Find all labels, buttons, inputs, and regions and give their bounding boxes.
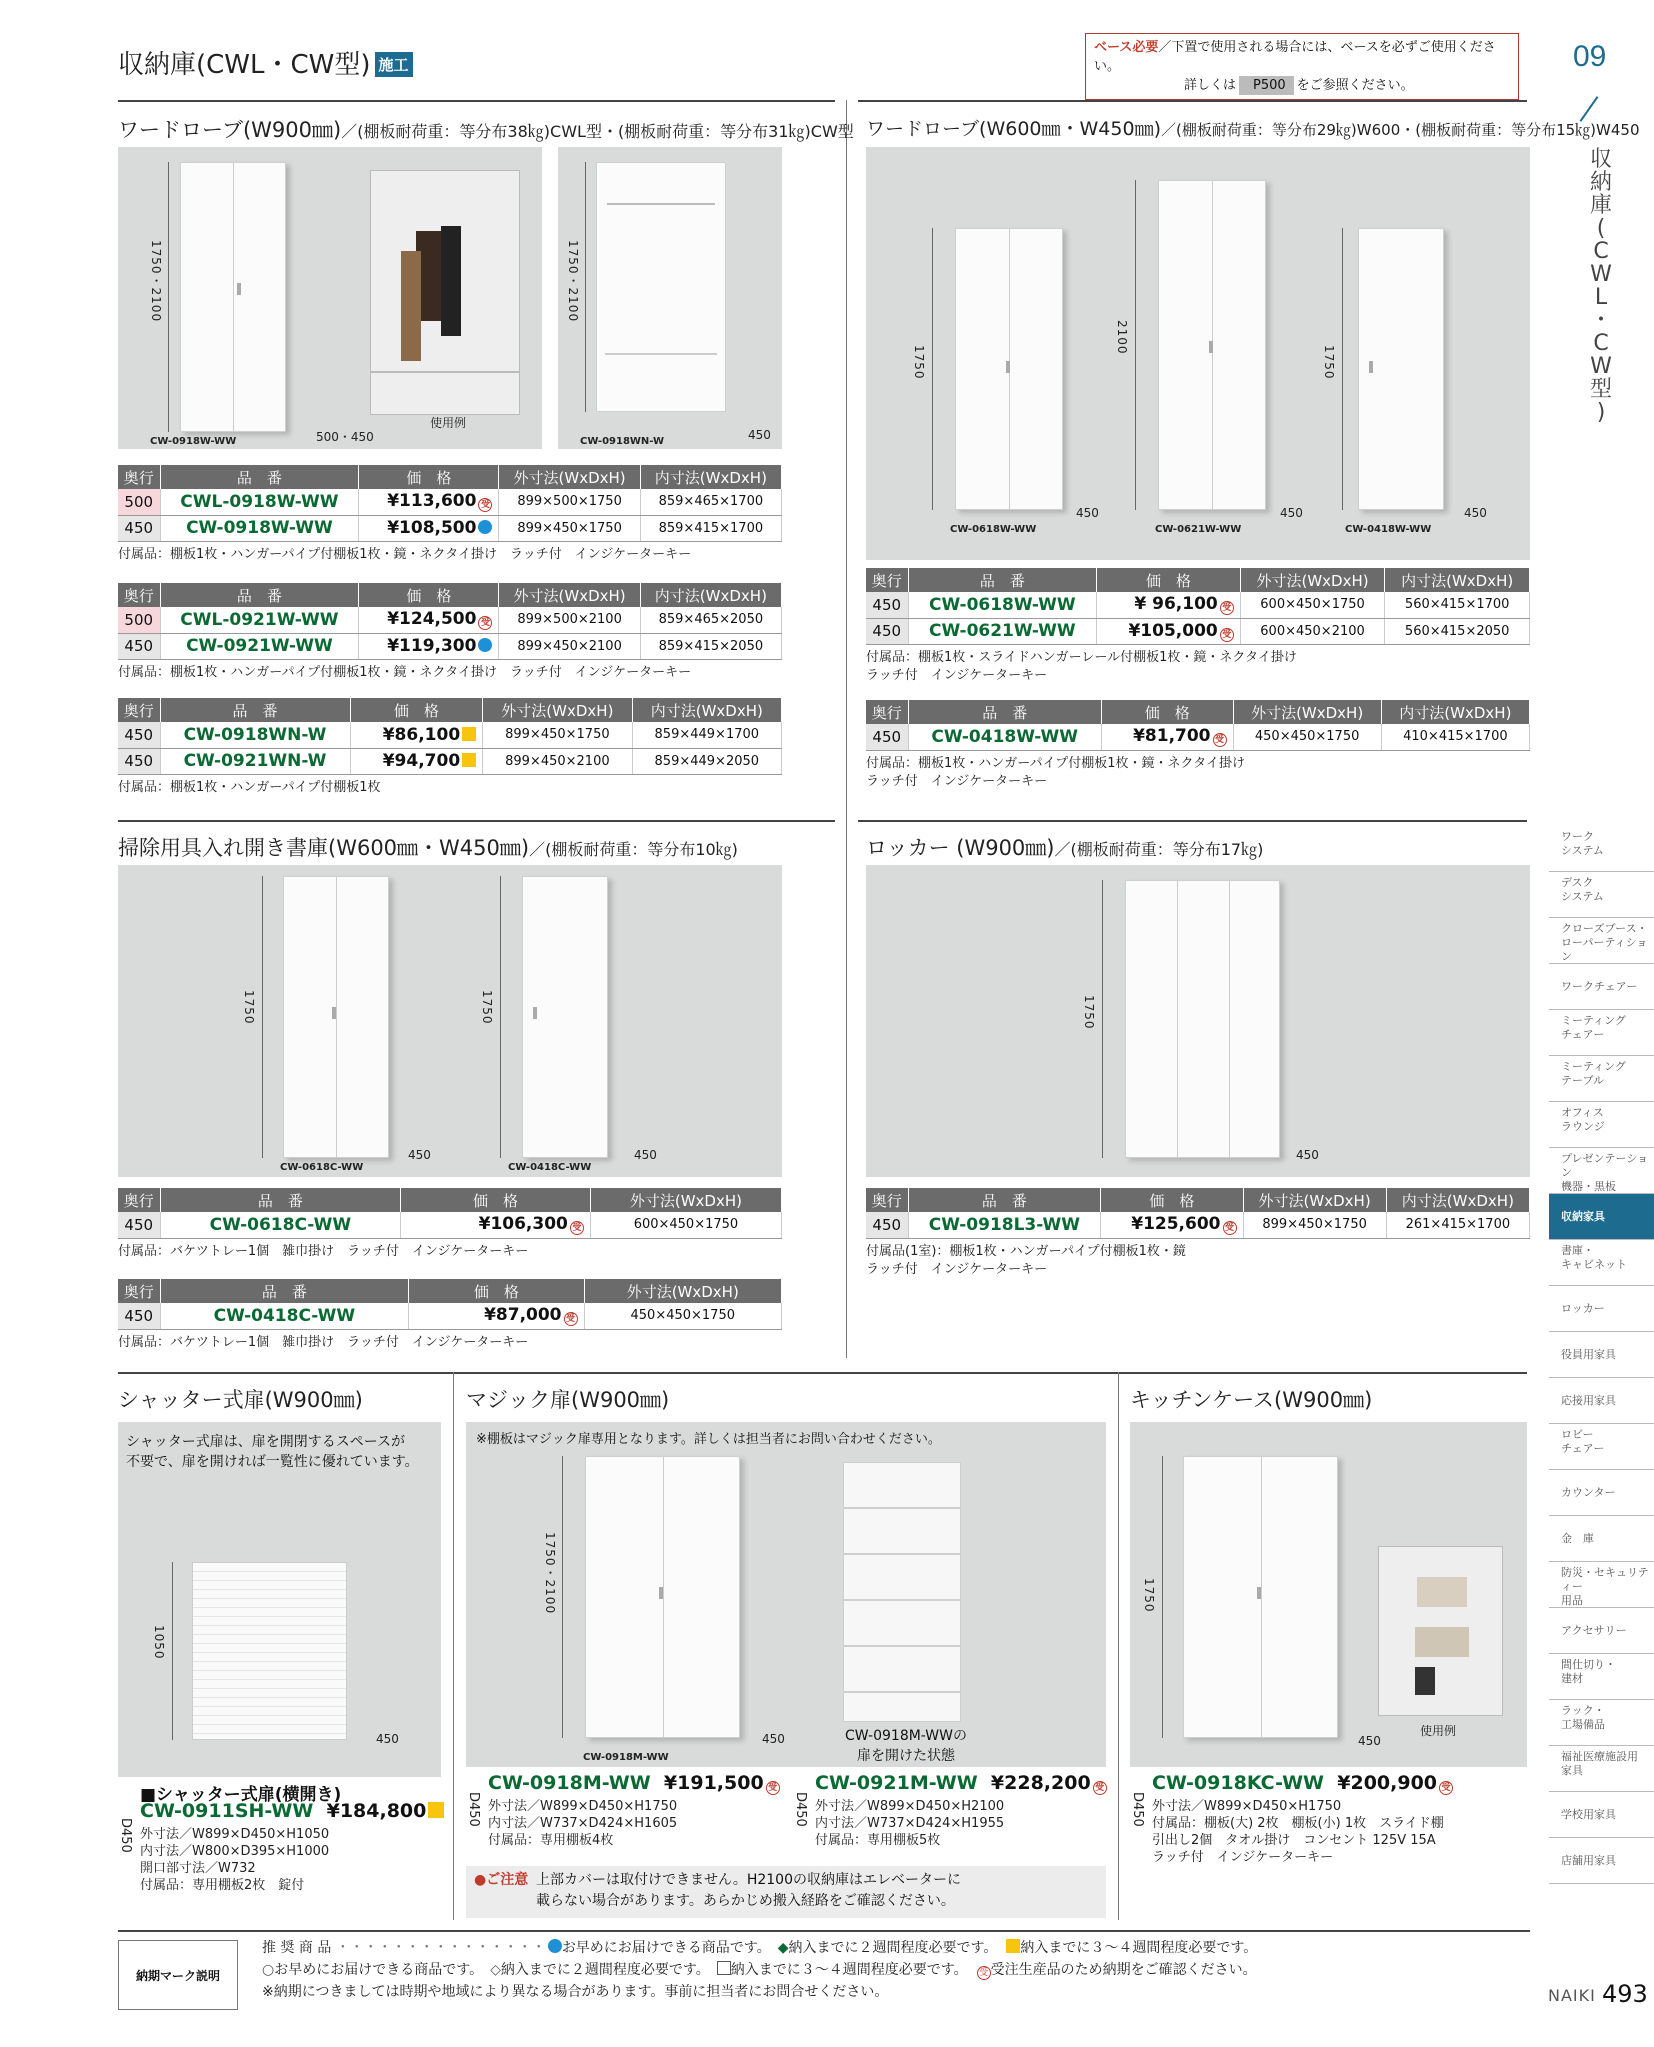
col-depth: 奥行 — [866, 568, 908, 592]
shutter-description: シャッター式扉は、扉を開閉するスペースが 不要で、扉を開ければ一覧性に優れています。 — [126, 1434, 419, 1470]
dimension-depth: 450 — [1464, 506, 1487, 520]
sidebar-item-2[interactable]: クローズブース・ ローパーティション — [1549, 918, 1654, 964]
dimension-depth: 450 — [634, 1148, 657, 1162]
vertical-title-char: W — [1590, 354, 1612, 379]
image-caption: CW-0621W-WW — [1155, 524, 1242, 535]
cabinet-open-no-door-image — [596, 162, 726, 412]
col-price: 価 格 — [350, 698, 483, 722]
sidebar-item-19[interactable]: ラック・ 工場備品 — [1549, 1700, 1654, 1746]
locker-image — [1125, 880, 1280, 1158]
dimension-depth: 450 — [748, 428, 771, 442]
spec-table-3 — [118, 698, 782, 797]
col-int: 内寸法(WxDxH) — [640, 583, 781, 607]
table-row — [866, 592, 1530, 618]
image-caption: CW-0418C-WW — [508, 1162, 592, 1173]
vertical-title-char: 納 — [1589, 170, 1612, 195]
model-cell: CW-0621W-WW — [908, 618, 1097, 644]
sidebar-item-4[interactable]: ミーティング チェアー — [1549, 1010, 1654, 1056]
col-int: 内寸法(WxDxH) — [1386, 1188, 1529, 1212]
divider — [118, 1930, 1530, 1932]
table-row — [118, 1212, 782, 1238]
vertical-title-char: W — [1590, 262, 1612, 287]
sidebar-item-13[interactable]: ロビー チェアー — [1549, 1424, 1654, 1470]
dimension-depth: 450 — [408, 1148, 431, 1162]
depth-cell: 500 — [118, 607, 160, 633]
product-model: CW-0918KC-WW ¥200,900 受 — [1152, 1772, 1453, 1795]
col-model: 品 番 — [160, 1279, 409, 1303]
depth-cell: 450 — [118, 1212, 160, 1238]
brand: NAIKI — [1548, 1986, 1596, 2005]
table-row — [118, 515, 782, 541]
caution-box: ●ご注意 上部カバーは取付けできません。H2100の収納庫はエレベーターに 載らない場合があります。あらかじめ搬入経路をご確認ください。 — [466, 1866, 1106, 1918]
section-title-cleaning-cabinet: 掃除用具入れ開き書庫(W600㎜・W450㎜)／(棚板耐荷重：等分布10㎏) — [118, 836, 738, 860]
model-cell: CW-0418C-WW — [160, 1303, 409, 1329]
accessories: 付属品：棚板1枚・ハンガーパイプ付棚板1枚・鏡・ネクタイ掛け ラッチ付 インジケーターキー — [118, 546, 692, 562]
dimension-height: 1750・2100 — [543, 1532, 557, 1615]
col-depth: 奥行 — [118, 465, 160, 489]
accessories: 付属品(1室)：棚板1枚・ハンガーパイプ付棚板1枚・鏡 ラッチ付 インジケーターキー — [866, 1243, 1186, 1277]
depth-cell: 450 — [866, 592, 908, 618]
vertical-title-char: 収 — [1589, 147, 1612, 172]
sidebar-item-3[interactable]: ワークチェアー — [1549, 964, 1654, 1010]
col-ext: 外寸法(WxDxH) — [499, 465, 640, 489]
col-model: 品 番 — [908, 1188, 1101, 1212]
ext-cell: 600×450×2100 — [1240, 618, 1385, 644]
int-cell: 859×465×1700 — [640, 489, 781, 515]
ext-cell: 899×450×1750 — [499, 515, 640, 541]
price-cell: ¥94,700 — [350, 748, 483, 774]
price-cell: ¥106,300 受 — [401, 1212, 591, 1238]
dimension-height: 1750・2100 — [566, 240, 580, 323]
ext-cell: 450×450×1750 — [584, 1303, 781, 1329]
table-row — [866, 618, 1530, 644]
model-cell: CWL-0918W-WW — [160, 489, 359, 515]
section-title-wardrobe-w900: ワードローブ(W900㎜)／(棚板耐荷重：等分布38㎏)CWL型・(棚板耐荷重：等分布31㎏)CW型 — [118, 118, 854, 142]
model-cell: CW-0918L3-WW — [908, 1212, 1101, 1238]
divider — [858, 100, 1527, 102]
col-int: 内寸法(WxDxH) — [640, 465, 781, 489]
col-depth: 奥行 — [118, 583, 160, 607]
sidebar-item-12[interactable]: 応接用家具 — [1549, 1378, 1654, 1424]
col-depth: 奥行 — [866, 1188, 908, 1212]
model-cell: CW-0918W-WW — [160, 515, 359, 541]
col-price: 価 格 — [359, 583, 499, 607]
col-int: 内寸法(WxDxH) — [1385, 568, 1530, 592]
col-ext: 外寸法(WxDxH) — [483, 698, 632, 722]
blue-mark — [548, 1939, 562, 1953]
base-note: ベース必要／下置で使用される場合には、ベースを必ずご使用ください。 詳しくは P500 をご参照ください。 — [1085, 33, 1519, 100]
col-model: 品 番 — [160, 1188, 401, 1212]
price-cell: ¥113,600 受 — [359, 489, 499, 515]
model-cell: CW-0921W-WW — [160, 633, 359, 659]
accessories: 付属品：棚板1枚・ハンガーパイプ付棚板1枚 — [118, 779, 381, 795]
page-number: 493 — [1602, 1980, 1648, 2008]
col-ext: 外寸法(WxDxH) — [1243, 1188, 1386, 1212]
section-title-kitchen-case: キッチンケース(W900㎜) — [1130, 1388, 1373, 1412]
sidebar-item-14[interactable]: カウンター — [1549, 1470, 1654, 1516]
table-row — [118, 633, 782, 659]
page-ref[interactable]: P500 — [1239, 76, 1294, 95]
accessories: 付属品：棚板1枚・ハンガーパイプ付棚板1枚・鏡・ネクタイ掛け ラッチ付 インジケーターキー — [118, 664, 692, 680]
sidebar-item-10[interactable]: ロッカー — [1549, 1286, 1654, 1332]
cabinet-open-image — [370, 170, 520, 415]
uke-mark: 受 — [478, 616, 492, 630]
spec-table-7 — [118, 1279, 782, 1352]
vertical-title-char: ) — [1596, 400, 1606, 425]
cabinet-image — [522, 876, 608, 1158]
col-model: 品 番 — [160, 583, 359, 607]
product-type: ■シャッター式扉(横開き) — [140, 1785, 342, 1805]
product-spec: 外寸法／W899×D450×H1750 内寸法／W737×D424×H1605 付属品：専用棚板4枚 — [488, 1799, 678, 1848]
vertical-title-char: ( — [1596, 216, 1606, 241]
int-cell: 859×415×1700 — [640, 515, 781, 541]
legend-row-2: ○お早めにお届けできる商品です。 ◇納入までに２週間程度必要です。 納入までに３～４週間程度必要です。 受 受注生産品のため納期をご確認ください。 — [262, 1962, 1257, 1978]
vertical-title-char: C — [1593, 239, 1609, 264]
blue-mark — [478, 638, 492, 652]
product-spec: 外寸法／W899×D450×H1750 付属品：棚板(大) 2枚 棚板(小) 1枚 スライド棚 引出し2個 タオル掛け コンセント 125V 15A ラッチ付 インジケーターキー — [1152, 1799, 1444, 1865]
sidebar-item-1[interactable]: デスク システム — [1549, 872, 1654, 918]
dimension-depth: 450 — [376, 1732, 399, 1746]
depth-label: D450 — [118, 1818, 133, 1853]
dimension-height: 1750 — [1082, 995, 1096, 1030]
col-int: 内寸法(WxDxH) — [632, 698, 781, 722]
int-cell: 410×415×1700 — [1381, 724, 1529, 750]
cabinet-closed-image — [180, 162, 286, 432]
int-cell: 261×415×1700 — [1386, 1212, 1529, 1238]
depth-cell: 450 — [866, 724, 908, 750]
spec-table-4 — [866, 568, 1530, 685]
depth-cell: 450 — [118, 748, 160, 774]
delivery-mark: 受 — [766, 1781, 780, 1795]
dimension-depth: 450 — [1076, 506, 1099, 520]
accessories: 付属品：バケツトレー1個 雑巾掛け ラッチ付 インジケーターキー — [118, 1243, 529, 1259]
dimension-height: 1750 — [1322, 345, 1336, 380]
sidebar-item-21[interactable]: 学校用家具 — [1549, 1792, 1654, 1838]
section-title-magic-door: マジック扉(W900㎜) — [466, 1388, 670, 1412]
image-caption: CW-0618C-WW — [280, 1162, 364, 1173]
int-cell: 560×415×2050 — [1385, 618, 1530, 644]
col-price: 価 格 — [1097, 568, 1241, 592]
delivery-mark — [428, 1802, 444, 1818]
image-caption: CW-0418W-WW — [1345, 524, 1432, 535]
image-caption: CW-0918M-WW — [583, 1752, 669, 1763]
col-price: 価 格 — [1101, 700, 1233, 724]
divider — [118, 100, 835, 102]
col-int: 内寸法(WxDxH) — [1381, 700, 1529, 724]
vertical-title-char: 庫 — [1589, 193, 1612, 218]
ext-cell: 899×500×1750 — [499, 489, 640, 515]
column-divider — [846, 100, 847, 1358]
vertical-title-char: C — [1593, 331, 1609, 356]
price-cell: ¥86,100 — [350, 722, 483, 748]
green-mark: ◆ — [777, 1940, 789, 1956]
vertical-title-char: 型 — [1589, 377, 1612, 402]
col-price: 価 格 — [401, 1188, 591, 1212]
cabinet-image — [1358, 228, 1444, 510]
blue-mark — [478, 520, 492, 534]
col-ext: 外寸法(WxDxH) — [590, 1188, 781, 1212]
column-divider — [453, 1372, 454, 1920]
usage-label: 使用例 — [430, 416, 467, 430]
spec-table-6 — [118, 1188, 782, 1261]
accessories: 付属品：棚板1枚・スライドハンガーレール付棚板1枚・鏡・ネクタイ掛け ラッチ付 インジケーターキー — [866, 649, 1297, 683]
product-model: CW-0918M-WW ¥191,500 受 — [488, 1772, 780, 1795]
int-cell: 560×415×1700 — [1385, 592, 1530, 618]
ext-cell: 899×450×1750 — [1243, 1212, 1386, 1238]
sidebar-item-9[interactable]: 書庫・ キャビネット — [1549, 1240, 1654, 1286]
spec-table-1 — [118, 465, 782, 564]
vertical-title-char: ・ — [1589, 308, 1612, 333]
dimension-height: 1750 — [912, 345, 926, 380]
sidebar-item-6[interactable]: オフィス ラウンジ — [1549, 1102, 1654, 1148]
sidebar-item-8[interactable]: 収納家具 — [1549, 1194, 1654, 1240]
sidebar-item-11[interactable]: 役員用家具 — [1549, 1332, 1654, 1378]
sidebar-item-17[interactable]: アクセサリー — [1549, 1608, 1654, 1654]
col-depth: 奥行 — [118, 1279, 160, 1303]
col-ext: 外寸法(WxDxH) — [1233, 700, 1381, 724]
model-cell: CW-0918WN-W — [160, 722, 350, 748]
sidebar-item-5[interactable]: ミーティング テーブル — [1549, 1056, 1654, 1102]
depth-cell: 450 — [118, 1303, 160, 1329]
uke-mark: 受 — [570, 1221, 584, 1235]
uke-mark: 受 — [1220, 601, 1234, 615]
depth-label: D450 — [793, 1792, 808, 1827]
table-row — [118, 489, 782, 515]
price-cell: ¥124,500 受 — [359, 607, 499, 633]
price-cell: ¥81,700 受 — [1101, 724, 1233, 750]
col-price: 価 格 — [1101, 1188, 1243, 1212]
product-model: CW-0911SH-WW ¥184,800 — [140, 1800, 444, 1822]
ext-cell: 899×500×2100 — [499, 607, 640, 633]
col-depth: 奥行 — [118, 698, 160, 722]
vertical-section-title — [1588, 148, 1614, 424]
model-cell: CW-0618W-WW — [908, 592, 1097, 618]
spec-table-2 — [118, 583, 782, 682]
sidebar-item-22[interactable]: 店舗用家具 — [1549, 1838, 1654, 1884]
usage-label: 使用例 — [1420, 1724, 1457, 1738]
int-cell: 859×415×2050 — [640, 633, 781, 659]
ext-cell: 600×450×1750 — [1240, 592, 1385, 618]
model-cell: CW-0618C-WW — [160, 1212, 401, 1238]
yellow-mark — [462, 753, 476, 767]
table-row — [118, 1303, 782, 1329]
table-row — [866, 1212, 1530, 1238]
dimension-depth: 450 — [762, 1732, 785, 1746]
depth-label: D450 — [466, 1792, 481, 1827]
sidebar-item-0[interactable]: ワーク システム — [1549, 826, 1654, 872]
column-divider — [1118, 1372, 1119, 1920]
ext-cell: 899×450×2100 — [499, 633, 640, 659]
image-caption: CW-0918WN-W — [580, 436, 665, 447]
section-title-locker: ロッカー (W900㎜)／(棚板耐荷重：等分布17㎏) — [866, 836, 1264, 860]
dimension-height: 1750 — [480, 990, 494, 1025]
price-cell: ¥119,300 — [359, 633, 499, 659]
depth-cell: 450 — [118, 515, 160, 541]
uke-mark: 受 — [1213, 733, 1227, 747]
yellow-mark — [462, 727, 476, 741]
chapter-number: 09 — [1573, 40, 1607, 73]
legend-label: 納期マーク説明 — [118, 1940, 238, 2010]
ext-cell: 899×450×2100 — [483, 748, 632, 774]
uke-mark: 受 — [1223, 1221, 1237, 1235]
dimension-height: 1050 — [152, 1625, 166, 1660]
dimension-depth: 500・450 — [316, 430, 374, 444]
col-ext: 外寸法(WxDxH) — [1240, 568, 1385, 592]
cabinet-image — [585, 1456, 740, 1738]
spec-table-5 — [866, 700, 1530, 791]
depth-cell: 500 — [118, 489, 160, 515]
divider — [118, 1372, 1527, 1374]
sidebar-item-7[interactable]: プレゼンテーション 機器・黒板 — [1549, 1148, 1654, 1194]
col-model: 品 番 — [908, 700, 1101, 724]
uke-mark: 受 — [478, 498, 492, 512]
uke-mark: 受 — [1220, 628, 1234, 642]
model-cell: CW-0418W-WW — [908, 724, 1101, 750]
uke-mark: 受 — [564, 1312, 578, 1326]
table-row — [118, 722, 782, 748]
col-model: 品 番 — [160, 465, 359, 489]
col-ext: 外寸法(WxDxH) — [499, 583, 640, 607]
depth-label: D450 — [1130, 1792, 1145, 1827]
model-cell: CWL-0921W-WW — [160, 607, 359, 633]
depth-cell: 450 — [866, 1212, 908, 1238]
dimension-height: 1750 — [1142, 1578, 1156, 1613]
col-price: 価 格 — [359, 465, 499, 489]
ext-cell: 450×450×1750 — [1233, 724, 1381, 750]
col-depth: 奥行 — [118, 1188, 160, 1212]
table-row — [118, 607, 782, 633]
table-row — [118, 748, 782, 774]
col-price: 価 格 — [409, 1279, 584, 1303]
sidebar-item-18[interactable]: 間仕切り・ 建材 — [1549, 1654, 1654, 1700]
col-depth: 奥行 — [866, 700, 908, 724]
cabinet-image — [955, 228, 1063, 510]
model-cell: CW-0921WN-W — [160, 748, 350, 774]
int-cell: 859×449×1700 — [632, 722, 781, 748]
divider — [858, 820, 1527, 822]
cabinet-image — [283, 876, 389, 1158]
divider — [118, 820, 835, 822]
legend-row-1: 推 奨 商 品 ・・・・・・・・・・・・・・・ お早めにお届けできる商品です。 ◆納入までに２週間程度必要です。 納入までに３～４週間程度必要です。 — [262, 1940, 1258, 1956]
product-spec: 外寸法／W899×D450×H2100 内寸法／W737×D424×H1955 付属品：専用棚板5枚 — [815, 1799, 1005, 1848]
delivery-mark: 受 — [1093, 1781, 1107, 1795]
cabinet-image — [1158, 180, 1266, 510]
yellow-mark — [1006, 1939, 1020, 1953]
delivery-mark: 受 — [1439, 1781, 1453, 1795]
image-caption: CW-0918M-WWの 扉を開けた状態 — [845, 1728, 967, 1764]
cabinet-image — [1183, 1456, 1338, 1738]
depth-cell: 450 — [118, 722, 160, 748]
dimension-height: 1750・2100 — [149, 240, 163, 323]
dimension-height: 1750 — [242, 990, 256, 1025]
vertical-title-char: L — [1594, 285, 1608, 310]
price-cell: ¥105,000 受 — [1097, 618, 1241, 644]
dimension-depth: 450 — [1358, 1734, 1381, 1748]
col-model: 品 番 — [160, 698, 350, 722]
sidebar-item-15[interactable]: 金 庫 — [1549, 1516, 1654, 1562]
price-cell: ¥108,500 — [359, 515, 499, 541]
table-row — [866, 724, 1530, 750]
page-title: 収納庫(CWL・CW型) 施工 — [118, 44, 413, 81]
sidebar-item-16[interactable]: 防災・セキュリティー 用品 — [1549, 1562, 1654, 1608]
ext-cell: 899×450×1750 — [483, 722, 632, 748]
accessories: 付属品：棚板1枚・ハンガーパイプ付棚板1枚・鏡・ネクタイ掛け ラッチ付 インジケーターキー — [866, 755, 1245, 789]
depth-cell: 450 — [118, 633, 160, 659]
accessories: 付属品：バケツトレー1個 雑巾掛け ラッチ付 インジケーターキー — [118, 1334, 529, 1350]
construction-badge: 施工 — [375, 52, 413, 77]
section-title-shutter: シャッター式扉(W900㎜) — [118, 1388, 363, 1412]
kitchen-case-open-image — [1378, 1546, 1503, 1716]
section-title-wardrobe-w600: ワードローブ(W600㎜・W450㎜)／(棚板耐荷重：等分布29㎏)W600・(棚板耐荷重：等分布15㎏)W450 — [866, 118, 1640, 140]
shelf-notice: ※棚板はマジック扉専用となります。詳しくは担当者にお問い合わせください。 — [476, 1432, 941, 1447]
image-caption: CW-0918W-WW — [150, 436, 237, 447]
price-cell: ¥ 96,100 受 — [1097, 592, 1241, 618]
spec-table-8 — [866, 1188, 1530, 1279]
product-photo — [118, 865, 782, 1177]
product-spec: 外寸法／W899×D450×H1050 内寸法／W800×D395×H1000 開口部寸法／W732 付属品：専用棚板2枚 錠付 — [140, 1827, 330, 1893]
legend-row-3: ※納期につきましては時期や地域により異なる場合があります。事前に担当者にお問合せください。 — [262, 1984, 889, 2000]
image-caption: CW-0618W-WW — [950, 524, 1037, 535]
col-model: 品 番 — [908, 568, 1097, 592]
cabinet-open-image — [843, 1462, 961, 1722]
price-cell: ¥87,000 受 — [409, 1303, 584, 1329]
int-cell: 859×465×2050 — [640, 607, 781, 633]
price-cell: ¥125,600 受 — [1101, 1212, 1243, 1238]
dimension-depth: 450 — [1296, 1148, 1319, 1162]
depth-cell: 450 — [866, 618, 908, 644]
product-model: CW-0921M-WW ¥228,200 受 — [815, 1772, 1107, 1795]
ext-cell: 600×450×1750 — [590, 1212, 781, 1238]
dimension-depth: 450 — [1280, 506, 1303, 520]
shutter-cabinet-image — [192, 1562, 347, 1740]
dimension-height: 2100 — [1115, 320, 1129, 355]
col-ext: 外寸法(WxDxH) — [584, 1279, 781, 1303]
int-cell: 859×449×2050 — [632, 748, 781, 774]
sidebar-item-20[interactable]: 福祉医療施設用 家具 — [1549, 1746, 1654, 1792]
